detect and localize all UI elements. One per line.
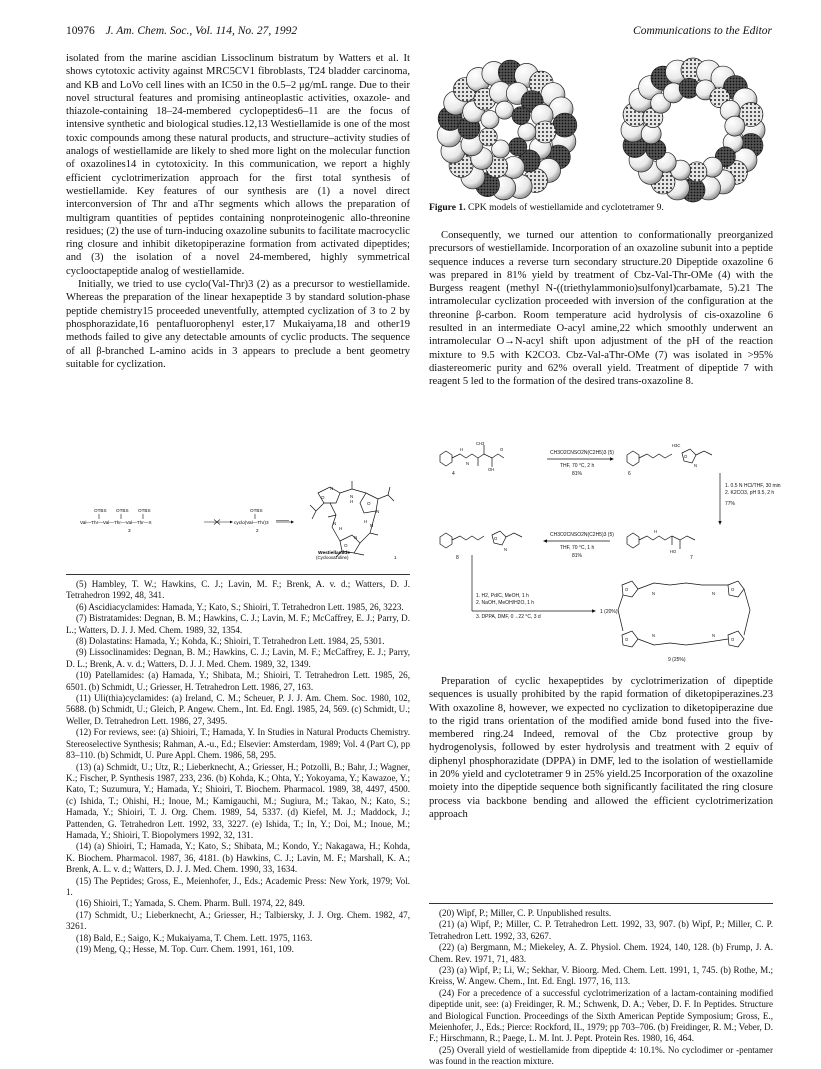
otbs-label: OTBS [94,508,107,513]
reference: (25) Overall yield of westiellamide from dipeptide 4: 10.1%. No cyclodimer or -pentamer was found in the reaction mixture. [429,1044,773,1067]
atom-label: N [376,509,380,514]
reference: (18) Bald, E.; Saigo, K.; Mukaiyama, T. Chem. Lett. 1975, 1163. [76,932,313,943]
product-name: Westiellamide [318,551,350,556]
compound-number: 6 [628,471,631,477]
cpk-atom [512,107,530,125]
compound-number: 7 [690,555,693,561]
body-paragraph: Preparation of cyclic hexapeptides by cyclotrimerization of dipeptide sequences is usually prohibited by the rapid formation of diketopiperazines.23 With oxazoline 8, however, we expected no cyclization to diketopiperazine due to the rigid trans orientation of the modified amide bond fused into the five-membered ring.24 Indeed, removal of the Cbz protective group by hydrogenolysis, followed by ester hydrolysis and treatment with 2 equiv of diphenyl phosphorazidate (DPPA) in DMF, led to the isolation of westiellamide in 20% yield and cyclotetramer 9 in 25% yield.25 Incorporation of the oxazoline moiety into the dipeptide sequence both significantly facilitated the ring closure process via backbone bending and allowed the efficient cyclotrimerization approach [429,676,773,820]
atom-label: HO [670,549,677,554]
atom-label: CH3 [476,441,485,446]
yield-label: 81% [572,553,583,559]
atom-label: N [330,486,334,491]
scheme-1 [78,475,408,560]
atom-label: N [350,494,354,499]
atom-label: O [684,454,688,459]
atom-label: N [333,521,337,526]
reference: (20) Wipf, P.; Miller, C. P. Unpublished results. [439,908,612,918]
reference: (19) Meng, Q.; Hesse, M. Top. Curr. Chem. 1991, 161, 109. [76,944,294,954]
yield-label: 81% [572,471,583,477]
atom-label: O [731,637,735,642]
otbs-label: OTBS [138,508,151,513]
left-column-body [66,52,410,371]
reagent-label: CH3O2CNSO2N(C2H5)3 (5) [550,450,614,456]
reference: (5) Hambley, T. W.; Hawkins, C. J.; Lavin, M. F.; Brenk, A. v. d.; Watters, D. J. Tetrahedron 1992, 48, 341. [66,579,410,601]
reference: (12) For reviews, see: (a) Shioiri, T.; Hamada, Y. In Studies in Natural Products Chemistry. Stereoselective Synthesis; Rahman, A.-u., Ed.; Elsevier: Amsterdam, 1989; Vol. 4 (Part C), pp 83–110. (b) Schmidt, U. Pure Appl. Chem. 1986, 58, 295. [66,727,410,761]
atom-label: N [504,547,508,552]
westiellamide-structure [310,481,394,557]
references-right [429,903,773,1068]
cpk-atom [479,128,497,146]
body-paragraph: Consequently, we turned our attention to conformationally preorganized precursors of westiellamide. Incorporation of an oxazoline subunit into a peptide sequence induces a reverse turn secondary structure.20 Dipeptide oxazoline 6 was prepared in 81% yield by treatment of Cbz-Val-Thr-OMe (4) with the Burgess reagent (methyl N-((triethylammonio)sulfonyl)carbamate, 5).21 The intramolecular cyclization proceeded with inversion of the configuration at the threonine β-carbon. Room temperature acid hydrolysis of cis-oxazoline 6 resulted in an intermediate O-acyl amine,22 which smoothly underwent an intramolecular O→N-acyl shift upon adjustment of the pH of the reaction mixture to 9.5 with K2CO3. Cbz-Val-aThr-OMe (7) was isolated in >95% diastereomeric purity and 62% overall yield. Treatment of dipeptide 7 with reagent 5 led to the formation of the desired trans-oxazoline 8. [429,230,773,388]
compound-number: 8 [456,555,459,561]
reference: (24) For a precedence of a successful cyclotrimerization of a lactam-containing modified dipeptide unit, see: (a) Freidinger, R. M.; Schwenk, D. A.; Veber, D. F. In Peptides. Structure and Biological Function. Proceedings of the Sixth American Peptide Symposium; Gross, E., Meienhofer, J., Eds.; Pierce: Rockford, IL, 1979; pp 703–706. (b) Freidinger, R. M.; Veber, D. F.; Hirschmann, R.; Paege, L. M. Int. J. Pept. Protein Res. 1980, 16, 464. [429,987,773,1044]
reference: (17) Schmidt, U.; Lieberknecht, A.; Griesser, H.; Talbiersky, J. J. Org. Chem. 1982, 47, 3261. [66,909,410,932]
right-column-body-continued [429,675,773,821]
atom-label: N [652,591,656,596]
reference: (11) Uli(thia)cyclamides: (a) Ireland, C. M.; Scheuer, P. J. J. Am. Chem. Soc. 1980, 102, 5688. (b) Schmidt, U.; Gleich, P. Angew. Chem., Int. Ed. Engl. 1985, 24, 569. (c) Schmidt, U.; Weller, D. Tetrahedron Lett. 1986, 27, 3495. [66,693,410,726]
compound-number: 4 [452,471,455,477]
cpk-atom [534,121,556,143]
reference: (23) (a) Wipf, P.; Li, W.; Sekhar, V. Bioorg. Med. Chem. Lett. 1991, 1, 745. (b) Rothe, M.; Kreiss, W. Angew. Chem., Int. Ed. Engl. 1977, 16, 113. [429,965,773,987]
reference: (13) (a) Schmidt, U.; Utz, R.; Lieberknecht, A.; Griesser, H.; Potzolli, B.; Bahr, J.; Wagner, K.; Fischer, P. Synthesis 1987, 233, 236. (b) Kohda, K.; Ohta, Y.; Yokoyama, Y.; Kawazoe, Y.; Kato, T.; Suzumura, Y.; Hamada, Y.; Shioiri, T. Biochem. Pharmacol. 1989, 38, 4497, 4500. (c) Ishida, T.; Ohishi, H.; Inoue, M.; Kamigauchi, M.; Sugiura, M.; Takao, N.; Kato, S.; Hamada, Y.; Shioiri, T. J. Org. Chem. 1989, 54, 5337. (d) Kiefel, M. J.; Maddock, J.; Pattenden, G. Tetrahedron Lett. 1992, 33, 3227. (e) Ishida, T.; In, Y.; Doi, M.; Inoue, M.; Hamada, Y.; Shioiri, T. Biopolymers 1992, 32, 131. [66,761,410,840]
reference: (21) (a) Wipf, P.; Miller, C. P. Tetrahedron Lett. 1992, 33, 907. (b) Wipf, P.; Miller, C. P. Tetrahedron Lett. 1992, 33, 6267. [429,919,773,941]
reference: (7) Bistratamides: Degnan, B. M.; Hawkins, C. J.; Lavin, M. F.; McCaffrey, E. J.; Parry, D. L.; Watters, D. J. J. Med. Chem. 1989, 32, 1354. [66,613,410,635]
cpk-atom [725,116,745,136]
reference: (14) (a) Shioiri, T.; Hamada, Y.; Kato, S.; Shibata, M.; Kondo, Y.; Nakagawa, H.; Kohda, K. Biochem. Pharmacol. 1987, 36, 4181. (b) Hawkins, C. J.; Lavin, M. F.; Marshall, K. A.; Brenk, A. L. v. d.; Watters, D. J. J. Med. Chem. 1990, 33, 1634. [66,841,410,875]
atom-label: N [712,633,716,638]
compound-number-2: 2 [256,528,259,533]
compound-number-1: 1 [394,555,397,560]
body-paragraph: isolated from the marine ascidian Lissoclinum bistratum by Watters et al. It shows cytotoxic activity against MRC5CV1 fibroblasts, T24 bladder carcinoma, and KB and LoVo cell lines with an IC50 in the 0.5–2 μg/mL range. Due to their novel structural features and promising antineoplastic activities, oxazole- and thiazole-containing 18–24-membered cyclopeptides6–11 are the focus of intensive synthetic and biological studies.12,13 Westiellamide is one of the most toxic compounds among these natural products, and structure–activity studies of analogs of westiellamide are likely to shed more light on the molecular function of oxazolines14 in cytotoxicity. In this communication, we report a highly efficient cyclotrimerization approach for the first total synthesis of westiellamide. Key features of our synthesis are (1) a novel direct interconversion of Thr and aThr segments which allows the preparation of multigram quantities of peptides containing nonproteinogenic allo-threonine residues; (2) the use of turn-inducing oxazoline subunits to facilitate macrocyclic ring closure and inhibit diketopiperazine formation from activated dipeptides; and (3) the isolation of a novel 24-membered, highly symmetrical cyclooctapeptide analog of westiellamide. [66,53,410,277]
atom-label: O [731,587,735,592]
atom-label: OH [488,467,495,472]
atom-label: O [500,447,504,452]
cyclo-peptide-2: cyclo(Val—Thr)3 [234,520,269,525]
atom-label: H [364,519,368,524]
reference: (9) Lissoclinamides: Degnan, B. M.; Hawkins, C. J.; Lavin, M. F.; McCaffrey, E. J.; Parry, D. L.; Brenk, A. v. d.; Watters, D. J. J. Med. Chem. 1989, 32, 1349. [66,647,410,669]
atom-label: N [354,535,358,540]
section-title: Communications to the Editor [633,25,772,37]
figure-1-cpk-models [429,62,773,202]
condition-label: THF, 70 °C, 1 h [560,545,595,551]
atom-label: O [321,495,325,500]
compound-number-3: 3 [128,528,131,533]
atom-label: O [494,536,498,541]
atom-label: O [625,587,629,592]
atom-label: O [344,543,348,548]
running-head [66,25,772,41]
reference: (22) (a) Bergmann, M.; Miekeley, A. Z. Physiol. Chem. 1924, 140, 128. (b) Frump, J. A. Chem. Rev. 1971, 71, 483. [429,942,773,964]
page-number: 10976 [66,25,95,37]
otbs-label: OTBS [116,508,129,513]
atom-label: N [652,633,656,638]
cpk-atom [509,138,527,156]
product-yield: 9 (25%) [668,657,686,663]
product-subname: (Cyclooxazoline) [316,555,349,560]
journal-citation: J. Am. Chem. Soc., Vol. 114, No. 27, 1992 [105,25,298,37]
reference: (8) Dolastatins: Hamada, Y.; Kohda, K.; Shioiri, T. Tetrahedron Lett. 1984, 25, 5301. [76,636,385,647]
reference: (10) Patellamides: (a) Hamada, Y.; Shibata, M.; Shioiri, T. Tetrahedron Lett. 1985, 26, 6501. (b) Schmidt, U.; Griesser, H. Tetrahedron Lett. 1986, 27, 163. [66,670,410,692]
atom-label: O [367,501,371,506]
cpk-atom [496,101,514,119]
scheme-2 [432,425,781,665]
figure-caption-text: CPK models of westiellamide and cyclotetramer 9. [468,202,664,213]
linear-hexapeptide: Val—Thr—Val—Thr—Val—Thr—X [80,520,152,525]
atom-label: N [466,461,470,466]
step-label: 3. DPPA, DMF, 0→22 °C, 3 d [476,614,541,620]
atom-label: H [350,499,354,504]
reference: (15) The Peptides; Gross, E., Meienhofer, J., Eds.; Academic Press: New York, 1979; Vol. 1. [66,875,410,897]
reagent-label: CH3O2CNSO2N(C2H5)3 (5) [550,532,614,538]
atom-label: N [370,523,374,528]
otbs-label: OTBS [250,508,263,513]
right-column-body [429,229,773,389]
figure-1-caption [429,202,773,213]
atom-label: H [339,526,343,531]
step-label: 2. NaOH, MeOH/H2O, 1 h [476,600,535,606]
cpk-atom [553,113,577,137]
step-label: 1. H2, Pd/C, MeOH, 1 h [476,593,529,599]
yield-label: 77% [725,501,736,507]
reference: (16) Shioiri, T.; Yamada, S. Chem. Pharm. Bull. 1974, 22, 849. [76,898,305,909]
atom-label: H [460,447,464,452]
condition-label: 2. K2CO3, pH 9.5, 2 h [725,490,775,496]
atom-label: N [712,591,716,596]
atom-label: O [625,637,629,642]
running-head-left [66,25,297,37]
figure-label: Figure 1. [429,202,466,213]
condition-label: THF, 70 °C, 2 h [560,463,595,469]
body-paragraph: Initially, we tried to use cyclo(Val-Thr)3 (2) as a precursor to westiellamide. Whereas the preparation of the linear hexapeptide 3 by standard solution-phase peptide chemistry15 proceeded uneventfully, attempted cyclization of 3 to 2 by phosphorazidate,16 pentafluorophenyl ester,17 Mukaiyama,18 and other19 methods failed to give any detectable amounts of cyclic products. The sequence of all β-branched L-amino acids in 3 appears to preclude a bent geometry suitable for cyclization. [66,279,410,370]
reference: (6) Ascidiacyclamides: Hamada, Y.; Kato, S.; Shioiri, T. Tetrahedron Lett. 1985, 26, 3223. [76,601,404,612]
condition-label: 1. 0.5 N HCl/THF, 30 min [725,483,781,489]
westiellamide-cpk-model [437,60,577,200]
references-left [66,574,410,955]
atom-label: H [654,529,658,534]
product-yield: 1 (20%) [600,609,618,615]
atom-label: N [694,463,698,468]
atom-label: H3C [672,443,681,448]
cyclotetramer-cpk-model [621,58,765,202]
